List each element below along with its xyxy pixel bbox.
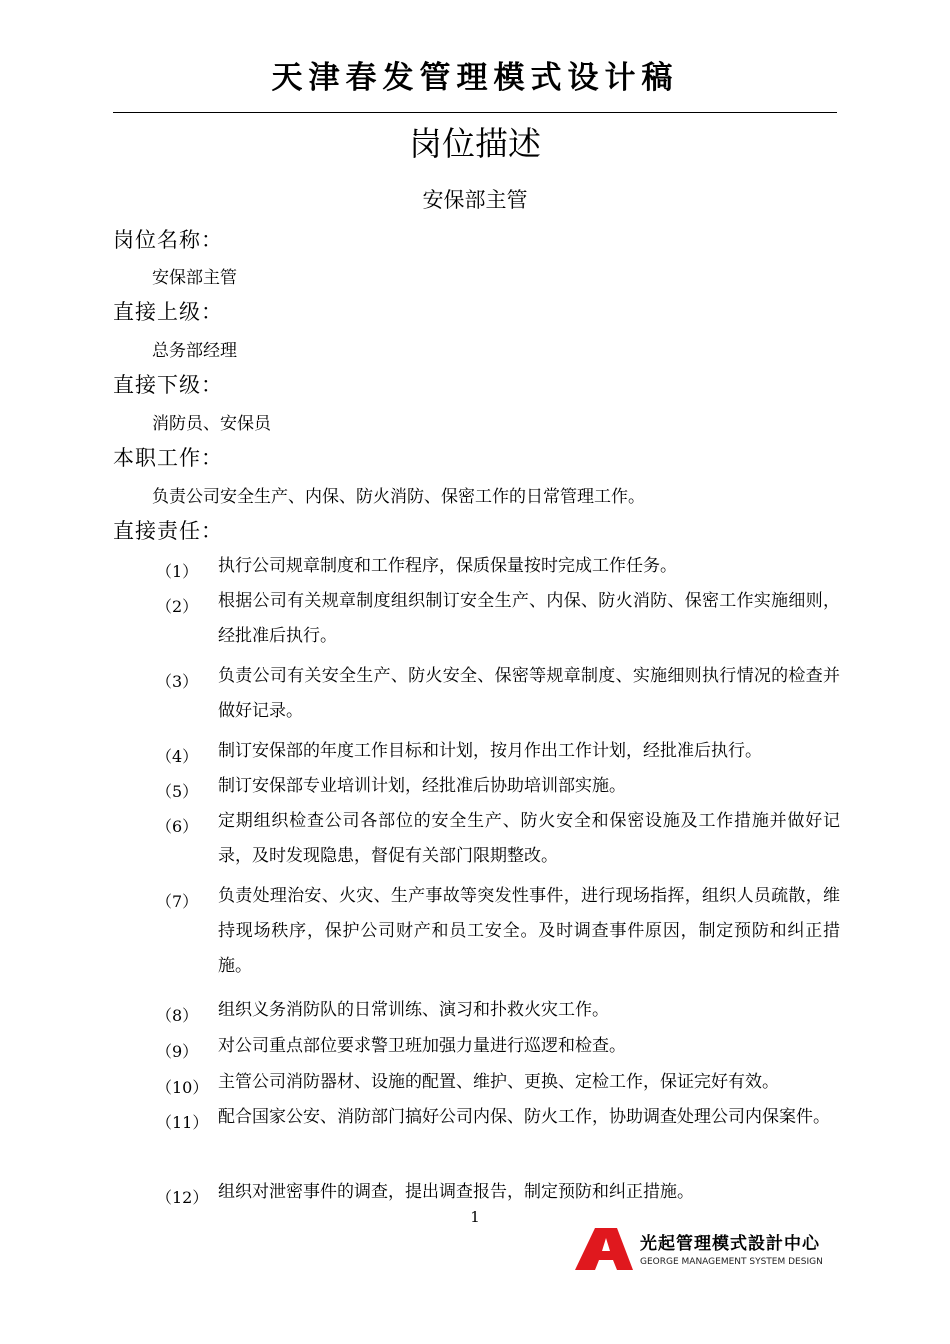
document-subtitle: 安保部主管 [422, 188, 528, 212]
responsibility-text: 根据公司有关规章制度组织制订安全生产、内保、防火消防、保密工作实施细则，经批准后执行。 [218, 591, 840, 646]
page-number: 1 [470, 1208, 480, 1226]
logo-english-name: GEORGE MANAGEMENT SYSTEM DESIGN [640, 1257, 823, 1267]
responsibility-text: 负责处理治安、火灾、生产事故等突发性事件，进行现场指挥，组织人员疏散，维持现场秩序，保护公司财产和员工安全。及时调查事件原因，制定预防和纠正措施。 [218, 886, 840, 976]
footer-logo [573, 1226, 843, 1272]
responsibility-number: （9） [156, 1042, 199, 1061]
responsibilities-heading: 直接责任： [113, 519, 223, 543]
position-name-value: 安保部主管 [152, 268, 237, 288]
company-logo-icon [573, 1226, 637, 1272]
direct-superior-value: 总务部经理 [152, 341, 237, 361]
logo-name: 光起管理模式設計中心 [640, 1234, 820, 1254]
responsibility-text: 定期组织检查公司各部位的安全生产、防火安全和保密设施及工作措施并做好记录，及时发现隐患，督促有关部门限期整改。 [218, 811, 840, 866]
main-work-value: 负责公司安全生产、内保、防火消防、保密工作的日常管理工作。 [152, 487, 645, 507]
responsibility-number: （11） [156, 1113, 209, 1132]
responsibility-text: 配合国家公安、消防部门搞好公司内保、防火工作，协助调查处理公司内保案件。 [218, 1107, 830, 1127]
responsibility-text: 执行公司规章制度和工作程序，保质保量按时完成工作任务。 [218, 556, 677, 576]
responsibility-number: （1） [156, 562, 199, 581]
responsibility-text: 制订安保部专业培训计划，经批准后协助培训部实施。 [218, 776, 626, 796]
responsibility-text: 主管公司消防器材、设施的配置、维护、更换、定检工作，保证完好有效。 [218, 1072, 779, 1092]
responsibility-number: （5） [156, 782, 199, 801]
responsibility-number: （12） [156, 1188, 209, 1207]
position-name-heading: 岗位名称： [113, 228, 223, 252]
responsibility-number: （6） [156, 817, 199, 836]
main-work-heading: 本职工作： [113, 446, 223, 470]
header-divider [113, 112, 837, 113]
header-title: 天津春发管理模式设计稿 [271, 60, 679, 96]
responsibility-text: 负责公司有关安全生产、防火安全、保密等规章制度、实施细则执行情况的检查并做好记录。 [218, 666, 840, 721]
responsibility-text: 组织义务消防队的日常训练、演习和扑救火灾工作。 [218, 1000, 609, 1020]
responsibility-text: 制订安保部的年度工作目标和计划，按月作出工作计划，经批准后执行。 [218, 741, 762, 761]
responsibility-text: 组织对泄密事件的调查，提出调查报告，制定预防和纠正措施。 [218, 1182, 694, 1202]
direct-subordinates-value: 消防员、安保员 [152, 414, 271, 434]
direct-subordinates-heading: 直接下级： [113, 373, 223, 397]
responsibility-number: （10） [156, 1078, 209, 1097]
responsibility-number: （2） [156, 597, 199, 616]
responsibility-number: （7） [156, 892, 199, 911]
direct-superior-heading: 直接上级： [113, 300, 223, 324]
responsibility-text: 对公司重点部位要求警卫班加强力量进行巡逻和检查。 [218, 1036, 626, 1056]
document-title: 岗位描述 [409, 124, 541, 163]
responsibility-number: （8） [156, 1006, 199, 1025]
responsibility-number: （3） [156, 672, 199, 691]
responsibility-number: （4） [156, 747, 199, 766]
